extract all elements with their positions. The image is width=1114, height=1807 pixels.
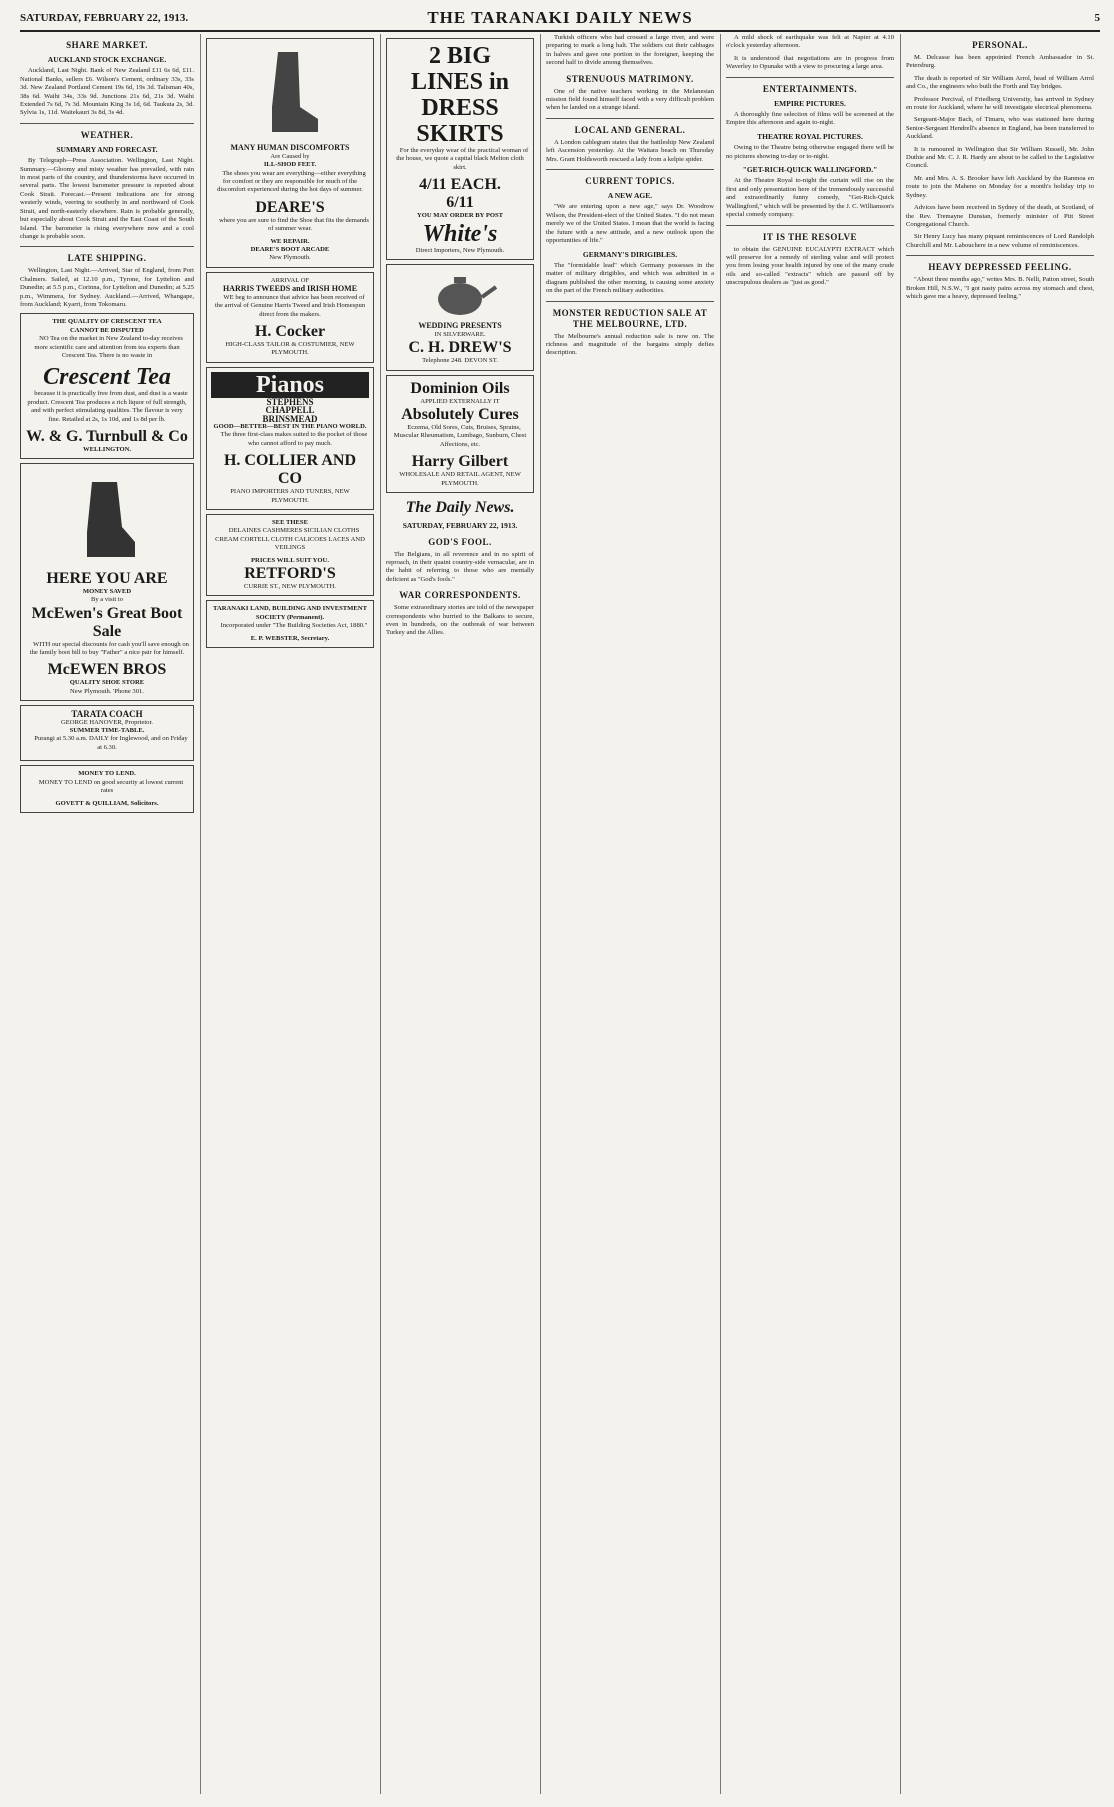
article-text: to obtain the GENUINE EUCALYPTI EXTRACT which will preserve for a remedy of sterling value and will protect you from losing your health injured by one of the many crude oils and so-called "extracts" which are passed off by unscrupulous dealers as "just as good.": [726, 245, 894, 287]
section-heading: SHARE MARKET.: [66, 40, 148, 50]
subheading: SUMMARY AND FORECAST.: [56, 144, 158, 154]
ad-location: HIGH-CLASS TAILOR & COSTUMIER, NEW PLYMOUTH.: [225, 340, 355, 357]
teapot-icon: [420, 269, 500, 319]
advertisement-collier-pianos: [206, 367, 374, 510]
whites-logo: White's: [422, 220, 498, 247]
ad-heading: WEDDING PRESENTS: [418, 321, 502, 331]
section-heading: LOCAL AND GENERAL.: [574, 124, 686, 135]
column-1: [20, 34, 194, 1794]
ad-text: By a visit to: [90, 596, 124, 604]
subheading: THEATRE ROYAL PICTURES.: [757, 131, 863, 141]
article-text: Sir Henry Lucy has many piquant reminiscences of Lord Randolph Churchill and Mr. Labouchere in a new volume of reminiscences.: [906, 233, 1094, 249]
article-text: Mr. and Mrs. A. S. Brooker have left Auckland by the Ranmoa en route to join the Maheno on Monday for a month's holiday trip to Sydney.: [906, 174, 1094, 199]
article-text: Auckland, Last Night. Bank of New Zealand £11 6s 6d, £11. National Banks, sellers £6. Wilson's Cement, ordinary 33s, 33s 3d. New Zealand Portland Cement 19s 6d, 19s 3d. Talisman 40s, 38s 6d. Waihi 34s, 33s 9d. Junctions 21s 6d, 21s 3d. Waihi Extended 7s 6d, 7s 3d. Mountain King 3s 1d, 6d. Taukuta 2s, 3d. Sylvia 1s, 11d. Waitekauri 3s 8d, 3s 4d.: [20, 67, 194, 117]
ad-text: DELAINES CASHMERES SICILIAN CLOTHS CREAM CORTELL CLOTH CALICOES LACES AND VEILINGS: [215, 527, 365, 552]
advertisement-money-to-lend: [20, 765, 194, 813]
column-5: [726, 34, 894, 1794]
article-text: It is understood that negotiations are in progress from Waverley to Opunake with a view to procuring a large area.: [726, 54, 894, 71]
column-rule: [380, 34, 381, 1794]
ad-text: The shoes you wear are everything—either everything for comfort or they are responsible for much of the discomfort experienced during the hot days of summer.: [217, 169, 366, 194]
advertisement-dominion-oils: [386, 375, 534, 493]
ad-location: WELLINGTON.: [82, 446, 132, 453]
ad-subheading: SUMMER TIME-TABLE.: [69, 727, 145, 735]
ad-heading: McEwen's Great Boot Sale: [31, 604, 183, 640]
section-heading: STRENUOUS MATRIMONY.: [566, 73, 694, 84]
ad-heading: Dominion Oils: [410, 379, 510, 397]
ad-advertiser: DEARE'S BOOT ARCADE: [250, 246, 330, 254]
section-heading: PERSONAL.: [972, 40, 1028, 50]
article-text: At the Theatre Royal to-night the curtain will rise on the first and only presentation here of the tremendously successful and extraordinarily funny comedy, "Get-Rich-Quick Wallingford," which will be presented by the J. C. Williamson's special comedy company.: [726, 177, 894, 219]
section-heading: ENTERTAINMENTS.: [762, 83, 858, 94]
ad-advertiser: GOVETT & QUILLIAM, Solicitors.: [55, 799, 159, 807]
advertisement-mcewen: [20, 463, 194, 701]
section-heading: MONSTER REDUCTION SALE AT THE MELBOURNE, LTD.: [552, 307, 708, 329]
article-text: Turkish officers who had crossed a large river, and were preparing to mark a long halt. The soldiers cut their cabbages in halves and gave one portion to the foreigner, keeping the second half to divide among themselves.: [546, 34, 714, 67]
article-text: Wellington, Last Night.—Arrived, Star of England, from Port Chalmers. Sailed, at 12.10 p.m., Tyrone, for Lyttelton and Dunedin; at 5.5 p.m., Corinna, for Lyttelton and Dunedin; at 5.25 p.m., Wimmera, for Sydney. Auckland.—Arrived, Whangape, from Auckland; Kyarri, from Tokomaru.: [20, 267, 194, 308]
ad-heading: THE QUALITY OF CRESCENT TEA: [52, 318, 162, 326]
article-text: A thoroughly fine selection of films will be screened at the Empire this afternoon and again to-night.: [726, 111, 894, 127]
editorial-date: SATURDAY, FEBRUARY 22, 1913.: [402, 521, 518, 531]
ad-advertiser: E. P. WEBSTER, Secretary.: [250, 634, 330, 642]
ad-advertiser: Harry Gilbert: [411, 453, 509, 471]
column-2: [206, 34, 374, 1794]
ad-subheading: WE REPAIR.: [270, 237, 310, 245]
ad-advertiser: W. & G. Turnbull & Co: [26, 428, 188, 445]
editorial-masthead: The Daily News.: [405, 499, 515, 517]
baby-shoe-icon: [77, 472, 137, 562]
crescent-tea-logo: Crescent Tea: [43, 364, 171, 391]
ad-text: where you are sure to find the Shoe that fits the demands of summer wear.: [219, 216, 369, 233]
ad-location: Telephone 248. DEVON ST.: [422, 357, 498, 365]
article-text: "About three months ago," writes Mrs. B. Nelli, Patton street, South Broken Hill, N.S.W., "I got nasty pains across my stomach and chest, which gave me a heavy, depressed feeling.": [906, 276, 1094, 300]
ad-location: PIANO IMPORTERS AND TUNERS, NEW PLYMOUTH.: [230, 488, 350, 504]
advertisement-building-society: [206, 600, 374, 648]
section-heading: IT IS THE RESOLVE: [762, 231, 858, 242]
ad-location: New Plymouth. 'Phone 301.: [70, 687, 144, 695]
ad-advertiser: DEARE'S: [255, 198, 325, 216]
ad-text: Are Caused by: [270, 152, 310, 160]
ad-text: ARRIVAL OF: [270, 276, 310, 284]
ad-advertiser: McEWEN BROS: [47, 661, 167, 679]
piano-brand: BRINSMEAD: [262, 413, 318, 424]
ad-heading: TARANAKI LAND, BUILDING AND INVESTMENT SOCIETY (Permanent).: [213, 605, 367, 621]
section-heading: WAR CORRESPONDENTS.: [399, 590, 521, 601]
ad-subheading: YOU MAY ORDER BY POST: [416, 212, 504, 220]
article-text: M. Delcasse has been appointed French Ambassador in St. Petersburg.: [906, 54, 1094, 70]
ad-location: Direct Importers, New Plymouth.: [415, 246, 505, 254]
article-text: The Melbourne's annual reduction sale is now on. The richness and magnitude of the bargains simply defies description.: [546, 332, 714, 357]
article-text: Professor Percival, of Friedberg University, has arrived in Sydney en route for Auckland, where he will investigate electrical phenomena.: [906, 95, 1094, 112]
piano-brand: STEPHENS: [266, 396, 314, 407]
article-text: Some extraordinary stories are told of the newspaper correspondents who hurried to the Balkans to secure, even in hundreds, on the outbreak of war between Turkey and the Allies.: [386, 604, 534, 637]
ad-location: WHOLESALE AND RETAIL AGENT, NEW PLYMOUTH.: [399, 471, 521, 487]
ad-advertiser: H. COLLIER AND CO: [223, 452, 357, 488]
section-heading: HEAVY DEPRESSED FEELING.: [928, 262, 1072, 273]
masthead-bar: [20, 6, 1100, 32]
advertisement-deares: [206, 38, 374, 268]
article-text: The Belgians, in all reverence and in no spirit of reproach, in their quaint country-side vernacular, are in the habit of referring to those who are mentally deficient as "God's fools.": [386, 550, 534, 583]
ad-text: For the everyday wear of the practical woman of the house, we quote a capital black Melton cloth skirt.: [396, 147, 529, 171]
advertisement-whites-skirts: [386, 38, 534, 260]
ad-text: because it is practically free from dust, and dust is a waste product. Crescent Tea produces a rich liquor of full strength, and with perfect stimulating qualities. The flavour is very fine. Retailed at 2s, 1s 10d, and 1s 8d per lb.: [27, 390, 188, 423]
ad-heading: HERE YOU ARE: [46, 569, 168, 587]
ad-subheading: PRICES WILL SUIT YOU.: [251, 556, 329, 564]
section-heading: WEATHER.: [80, 129, 134, 140]
boot-icon: [260, 47, 320, 137]
ad-subheading: GOOD—BETTER—BEST IN THE PIANO WORLD.: [213, 422, 367, 430]
issue-date: SATURDAY, FEBRUARY 22, 1913.: [20, 12, 189, 24]
article-text: Owing to the Theatre being otherwise engaged there will be no pictures showing to-day or to-night.: [726, 144, 894, 160]
article-text: The death is reported of Sir William Arrol, head of William Arrol and Co., the engineers who built the Forth and Tay bridges.: [906, 74, 1094, 91]
ad-subheading: IN SILVERWARE.: [434, 330, 486, 338]
section-heading: CURRENT TOPICS.: [585, 176, 675, 187]
section-heading: GOD'S FOOL.: [428, 536, 492, 547]
ad-advertiser: C. H. DREW'S: [408, 339, 512, 357]
subheading: AUCKLAND STOCK EXCHANGE.: [47, 55, 167, 64]
advertisement-cocker: [206, 272, 374, 363]
newspaper-title: THE TARANAKI DAILY NEWS: [427, 8, 693, 27]
article-text: The "formidable lead" which Germany possesses in the matter of military dirigibles, and which was admitted in a diagram published the other morning, is causing some anxiety on the part of the French military authorities.: [546, 261, 714, 295]
column-3: [386, 34, 534, 1794]
advertisement-crescent-tea: [20, 313, 194, 459]
article-text: By Telegraph—Press Association. Wellington, Last Night. Summary.—Gloomy and misty weather has prevailed, with rain in most parts of the country, and thunderstorms have occurred in several parts. The lowest barometer pressure is reported about Cook Strait. Forecast.—Present indications are for strong westerly winds, veering to southerly in and northward of Cook Strait, and north-easterly elsewhere. Rain is probable generally, but especially about Cook Strait and the East Coast of the South Island. The barometer is rising everywhere now and a cool change is probable soon.: [20, 157, 194, 240]
article-text: One of the native teachers working in the Melanesian mission field found himself faced with a very difficult problem when he landed on a strange island.: [546, 87, 714, 112]
column-6: [906, 34, 1094, 1794]
ad-subheading: QUALITY SHOE STORE: [69, 679, 145, 687]
ad-location: New Plymouth.: [269, 254, 311, 262]
ad-heading: MONEY TO LEND.: [78, 770, 136, 778]
ad-text: Purangi at 5.30 a.m. DAILY for Inglewood, and on Friday at 6.30.: [34, 735, 188, 751]
ad-heading: Pianos: [211, 372, 369, 398]
advertisement-tarata-coach: [20, 705, 194, 761]
ad-advertiser: H. Cocker: [254, 322, 326, 340]
ad-text: WITH our special discounts for cash you'll save enough on the family boot bill to buy "Father" a nice pair for himself.: [29, 640, 189, 657]
ad-text: GEORGE HANOVER, Proprietor.: [61, 718, 153, 726]
subheading: GERMANY'S DIRIGIBLES.: [582, 249, 678, 259]
article-text: It is rumoured in Wellington that Sir William Russell, Mr. John Duthie and Mr. C. J. R. Hardy are about to be called to the Legislative Council.: [906, 145, 1094, 170]
ad-heading: 2 BIG LINES in DRESS SKIRTS: [410, 43, 510, 147]
article-text: "We are entering upon a new age," says Dr. Woodrow Wilson, the President-elect of the United States. "I do not mean merely we of the United States. I mean that the world is facing the future with a new attitude, and a new outlook upon the opportunities of life.": [546, 203, 714, 245]
section-heading: LATE SHIPPING.: [67, 253, 147, 264]
page-number: 5: [1094, 12, 1100, 24]
column-rule: [200, 34, 201, 1794]
ad-subheading: APPLIED EXTERNALLY IT: [420, 397, 500, 405]
subheading: "GET-RICH-QUICK WALLINGFORD.": [742, 165, 878, 175]
ad-subheading: CANNOT BE DISPUTED: [70, 326, 144, 334]
advertisement-retfords: [206, 514, 374, 596]
ad-text: NO Tea on the market in New Zealand to-day receives more scientific care and attention from tea experts than Crescent Tea. There is no waste in: [34, 335, 183, 359]
ad-text: WE beg to announce that advice has been received of the arrival of Genuine Harris Tweed and Irish Homespun direct from the makers.: [214, 293, 366, 318]
ad-text: The three first-class makes suited to the pocket of those who cannot afford to pay much.: [220, 431, 368, 447]
article-text: A mild shock of earthquake was felt at Napier at 4.10 o'clock yesterday afternoon.: [726, 34, 894, 50]
ad-location: CURRIE ST., NEW PLYMOUTH.: [243, 583, 337, 590]
ad-heading: MANY HUMAN DISCOMFORTS: [230, 143, 350, 153]
ad-heading: Absolutely Cures: [401, 406, 519, 424]
ad-subheading: ILL-SHOD FEET.: [263, 161, 317, 169]
column-rule: [720, 34, 721, 1794]
ad-subheading: MONEY SAVED: [82, 587, 132, 595]
advertisement-drews: [386, 264, 534, 371]
piano-brand: CHAPPELL: [265, 405, 315, 416]
article-text: Sergeant-Major Bach, of Timaru, who was stationed here during Senior-Sergeant Hendrell's absence in England, has been transferred to Auckland.: [906, 116, 1094, 141]
column-4: [546, 34, 714, 1794]
column-rule: [900, 34, 901, 1794]
ad-heading: SEE THESE: [272, 518, 308, 526]
ad-advertiser: RETFORD'S: [244, 565, 336, 582]
subheading: A NEW AGE.: [607, 191, 653, 201]
column-rule: [540, 34, 541, 1794]
article-text: Advices have been received in Sydney of the death, at Scotland, of the Rev. Tremayne Dunstan, formerly minister of Pitt Street Congregational Church.: [906, 204, 1094, 228]
ad-text: Eczema, Old Sores, Cuts, Bruises, Sprains, Muscular Rheumatism, Lumbago, Sunburn, Chest Affections, etc.: [393, 424, 527, 448]
ad-text: MONEY TO LEND on good security at lowest current rates: [38, 778, 184, 795]
ad-text: Incorporated under "The Building Societies Act, 1880.": [220, 622, 368, 630]
article-text: A London cablegram states that the battleship New Zealand left Ascension yesterday. At the Waitara beach on Thursday Mrs. Grant Holdsworth rescued a lady from a kelpie spider.: [546, 138, 714, 163]
price: 4/11 EACH.: [419, 176, 501, 194]
ad-heading: HARRIS TWEEDS and IRISH HOME: [222, 284, 358, 294]
subheading: EMPIRE PICTURES.: [774, 98, 846, 108]
ad-heading: TARATA COACH: [71, 709, 143, 720]
price: 6/11: [446, 194, 474, 212]
